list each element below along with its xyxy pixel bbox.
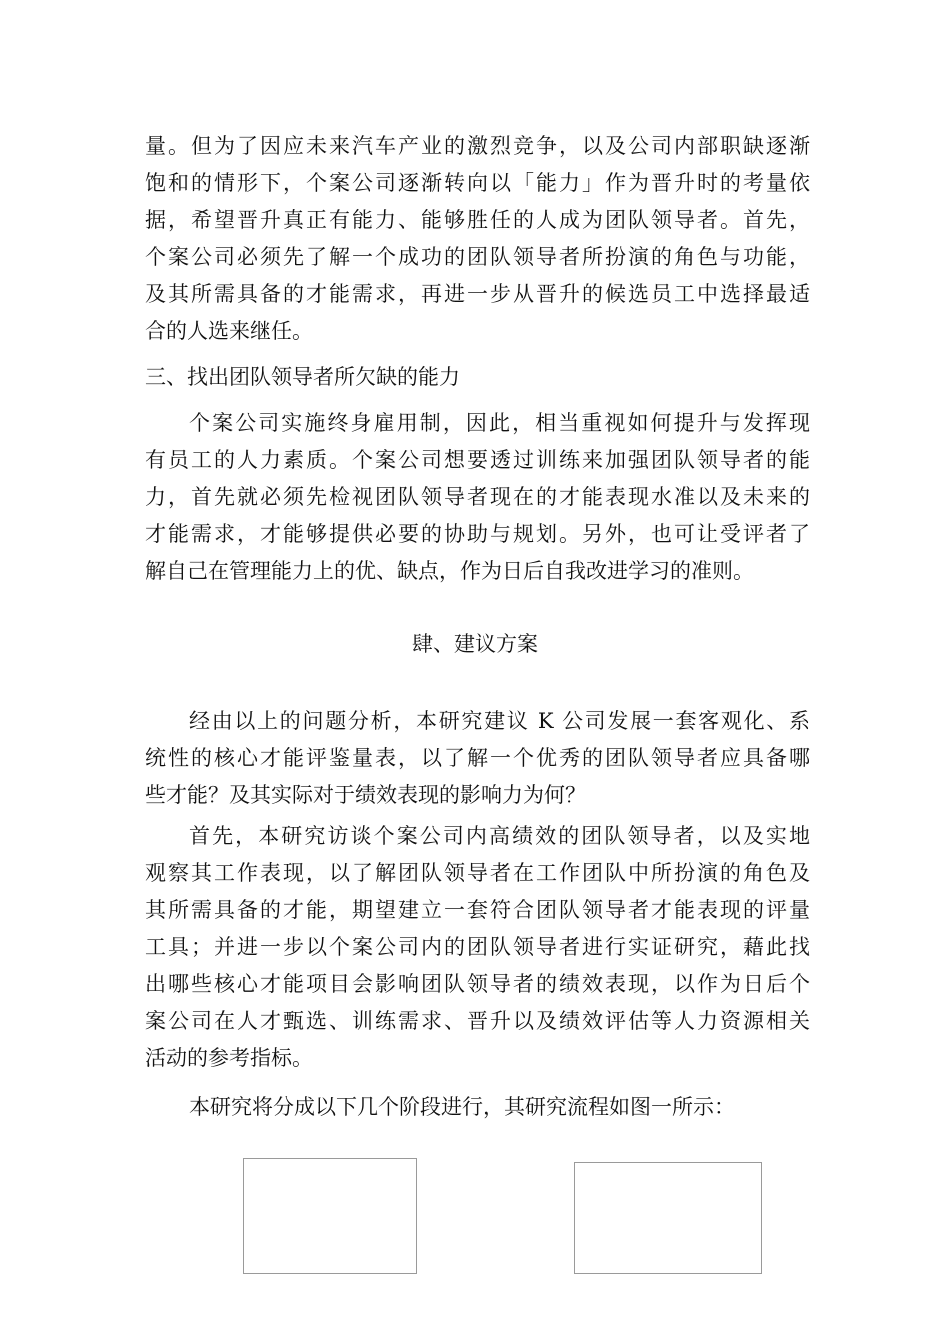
subheading: 三、找出团队领导者所欠缺的能力: [145, 365, 460, 389]
paragraph-line: 个案公司必须先了解一个成功的团队领导者所扮演的角色与功能，: [145, 245, 810, 269]
paragraph-line: 个案公司实施终身雇用制，因此，相当重视如何提升与发挥现: [189, 411, 810, 435]
paragraph-line: 合的人选来继任。: [145, 319, 313, 343]
paragraph-line: 工具；并进一步以个案公司内的团队领导者进行实证研究，藉此找: [145, 935, 810, 959]
paragraph-line: 及其所需具备的才能需求，再进一步从晋升的候选员工中选择最适: [145, 282, 810, 306]
paragraph-line: 出哪些核心才能项目会影响团队领导者的绩效表现，以作为日后个: [145, 972, 810, 996]
flowchart-box: [574, 1162, 762, 1274]
paragraph-line: 量。但为了因应未来汽车产业的激烈竞争，以及公司内部职缺逐渐: [145, 134, 810, 158]
paragraph-line: 经由以上的问题分析，本研究建议 K 公司发展一套客观化、系: [189, 709, 810, 733]
paragraph-line: 些才能？及其实际对于绩效表现的影响力为何？: [145, 783, 586, 807]
paragraph-line: 统性的核心才能评鉴量表，以了解一个优秀的团队领导者应具备哪: [145, 746, 810, 770]
paragraph-line: 活动的参考指标。: [145, 1046, 313, 1070]
paragraph-line: 力，首先就必须先检视团队领导者现在的才能表现水准以及未来的: [145, 485, 810, 509]
paragraph-line: 其所需具备的才能，期望建立一套符合团队领导者才能表现的评量: [145, 898, 810, 922]
paragraph-line: 观察其工作表现，以了解团队领导者在工作团队中所扮演的角色及: [145, 861, 810, 885]
paragraph-line: 据，希望晋升真正有能力、能够胜任的人成为团队领导者。首先，: [145, 208, 810, 232]
paragraph-line: 饱和的情形下，个案公司逐渐转向以「能力」作为晋升时的考量依: [145, 171, 810, 195]
section-heading: 肆、建议方案: [412, 632, 538, 656]
paragraph-line: 首先，本研究访谈个案公司内高绩效的团队领导者，以及实地: [189, 824, 810, 848]
paragraph-line: 本研究将分成以下几个阶段进行，其研究流程如图一所示：: [189, 1095, 735, 1119]
flowchart-box: [243, 1158, 417, 1274]
paragraph-line: 有员工的人力素质。个案公司想要透过训练来加强团队领导者的能: [145, 448, 810, 472]
paragraph-line: 案公司在人才甄选、训练需求、晋升以及绩效评估等人力资源相关: [145, 1009, 810, 1033]
paragraph-line: 解自己在管理能力上的优、缺点，作为日后自我改进学习的准则。: [145, 559, 754, 583]
paragraph-line: 才能需求，才能够提供必要的协助与规划。另外，也可让受评者了: [145, 522, 810, 546]
